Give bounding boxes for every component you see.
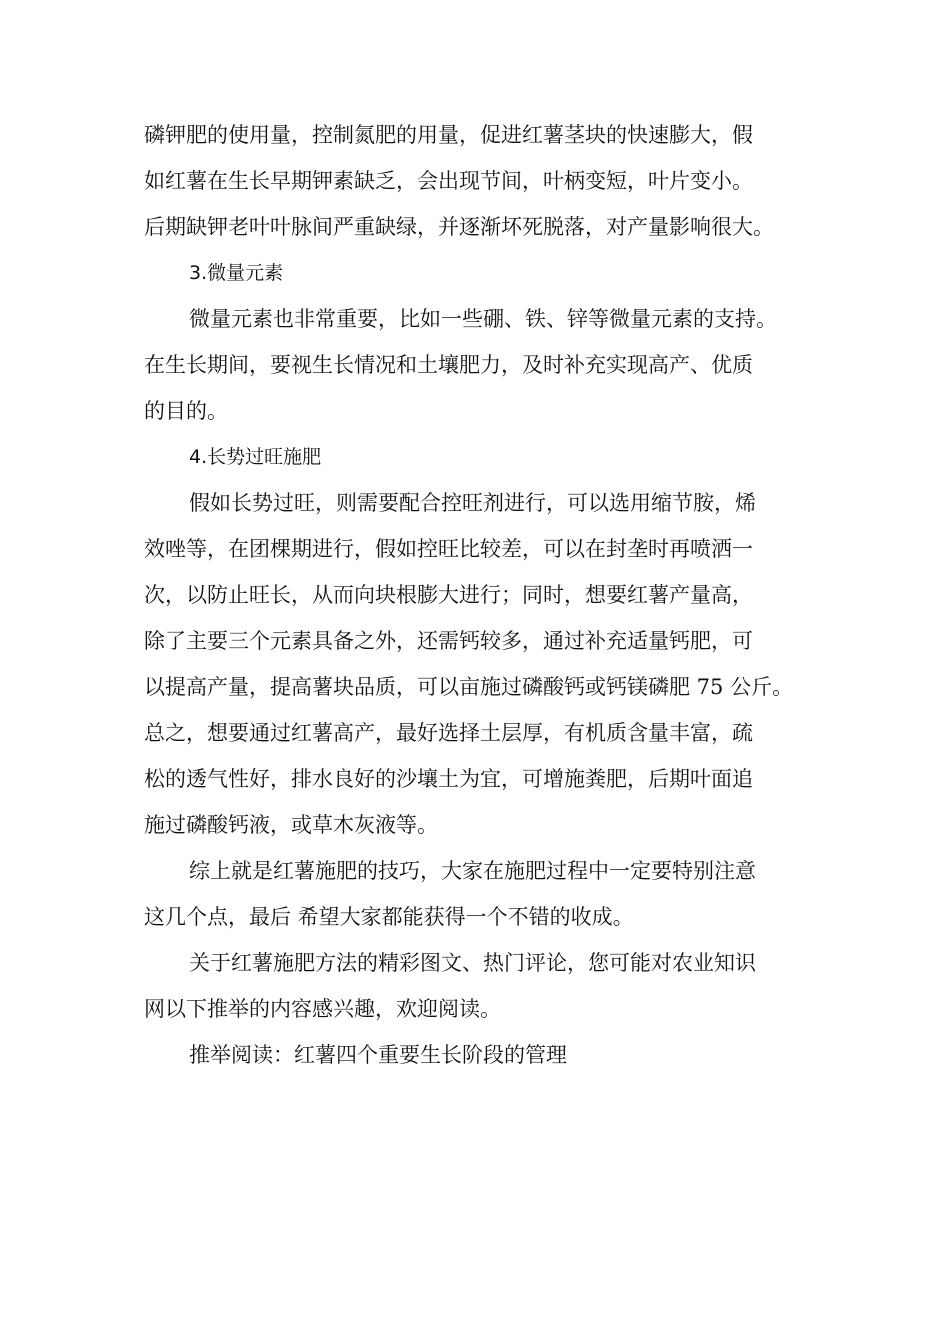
text-line-20: 网以下推举的内容感兴趣，欢迎阅读。 (144, 997, 501, 1021)
text-line-9: 假如长势过旺，则需要配合控旺剂进行，可以选用缩节胺，烯 (189, 491, 756, 515)
section-heading-vigorous-growth: 4.长势过旺施肥 (189, 446, 322, 468)
text-line-5: 微量元素也非常重要，比如一些硼、铁、锌等微量元素的支持。 (189, 307, 777, 331)
text-line-13: 以提高产量，提高薯块品质，可以亩施过磷酸钙或钙镁磷肥 75 公斤。 (144, 675, 794, 699)
document-body (144, 112, 824, 1078)
text-line-3: 后期缺钾老叶叶脉间严重缺绿，并逐渐坏死脱落，对产量影响很大。 (144, 215, 774, 239)
text-line-1: 磷钾肥的使用量，控制氮肥的用量，促进红薯茎块的快速膨大，假 (144, 123, 753, 147)
text-line-12: 除了主要三个元素具备之外，还需钙较多，通过补充适量钙肥，可 (144, 629, 753, 653)
text-line-17: 综上就是红薯施肥的技巧，大家在施肥过程中一定要特别注意 (189, 859, 756, 883)
text-line-15: 松的透气性好，排水良好的沙壤土为宜，可增施粪肥，后期叶面追 (144, 767, 753, 791)
text-line-2: 如红薯在生长早期钾素缺乏，会出现节间，叶柄变短，叶片变小。 (144, 169, 753, 193)
text-line-18: 这几个点，最后 希望大家都能获得一个不错的收成。 (144, 905, 634, 929)
text-line-14: 总之，想要通过红薯高产，最好选择土层厚，有机质含量丰富，疏 (144, 721, 753, 745)
text-line-16: 施过磷酸钙液，或草木灰液等。 (144, 813, 438, 837)
text-line-11: 次，以防止旺长，从而向块根膨大进行；同时，想要红薯产量高， (144, 583, 753, 607)
section-heading-micronutrients: 3.微量元素 (189, 262, 284, 284)
text-line-10: 效唑等，在团棵期进行，假如控旺比较差，可以在封垄时再喷洒一 (144, 537, 753, 561)
text-line-6: 在生长期间，要视生长情况和土壤肥力，及时补充实现高产、优质 (144, 353, 753, 377)
text-line-7: 的目的。 (144, 399, 228, 423)
text-line-19: 关于红薯施肥方法的精彩图文、热门评论，您可能对农业知识 (189, 951, 756, 975)
recommended-reading: 推举阅读：红薯四个重要生长阶段的管理 (189, 1043, 567, 1067)
